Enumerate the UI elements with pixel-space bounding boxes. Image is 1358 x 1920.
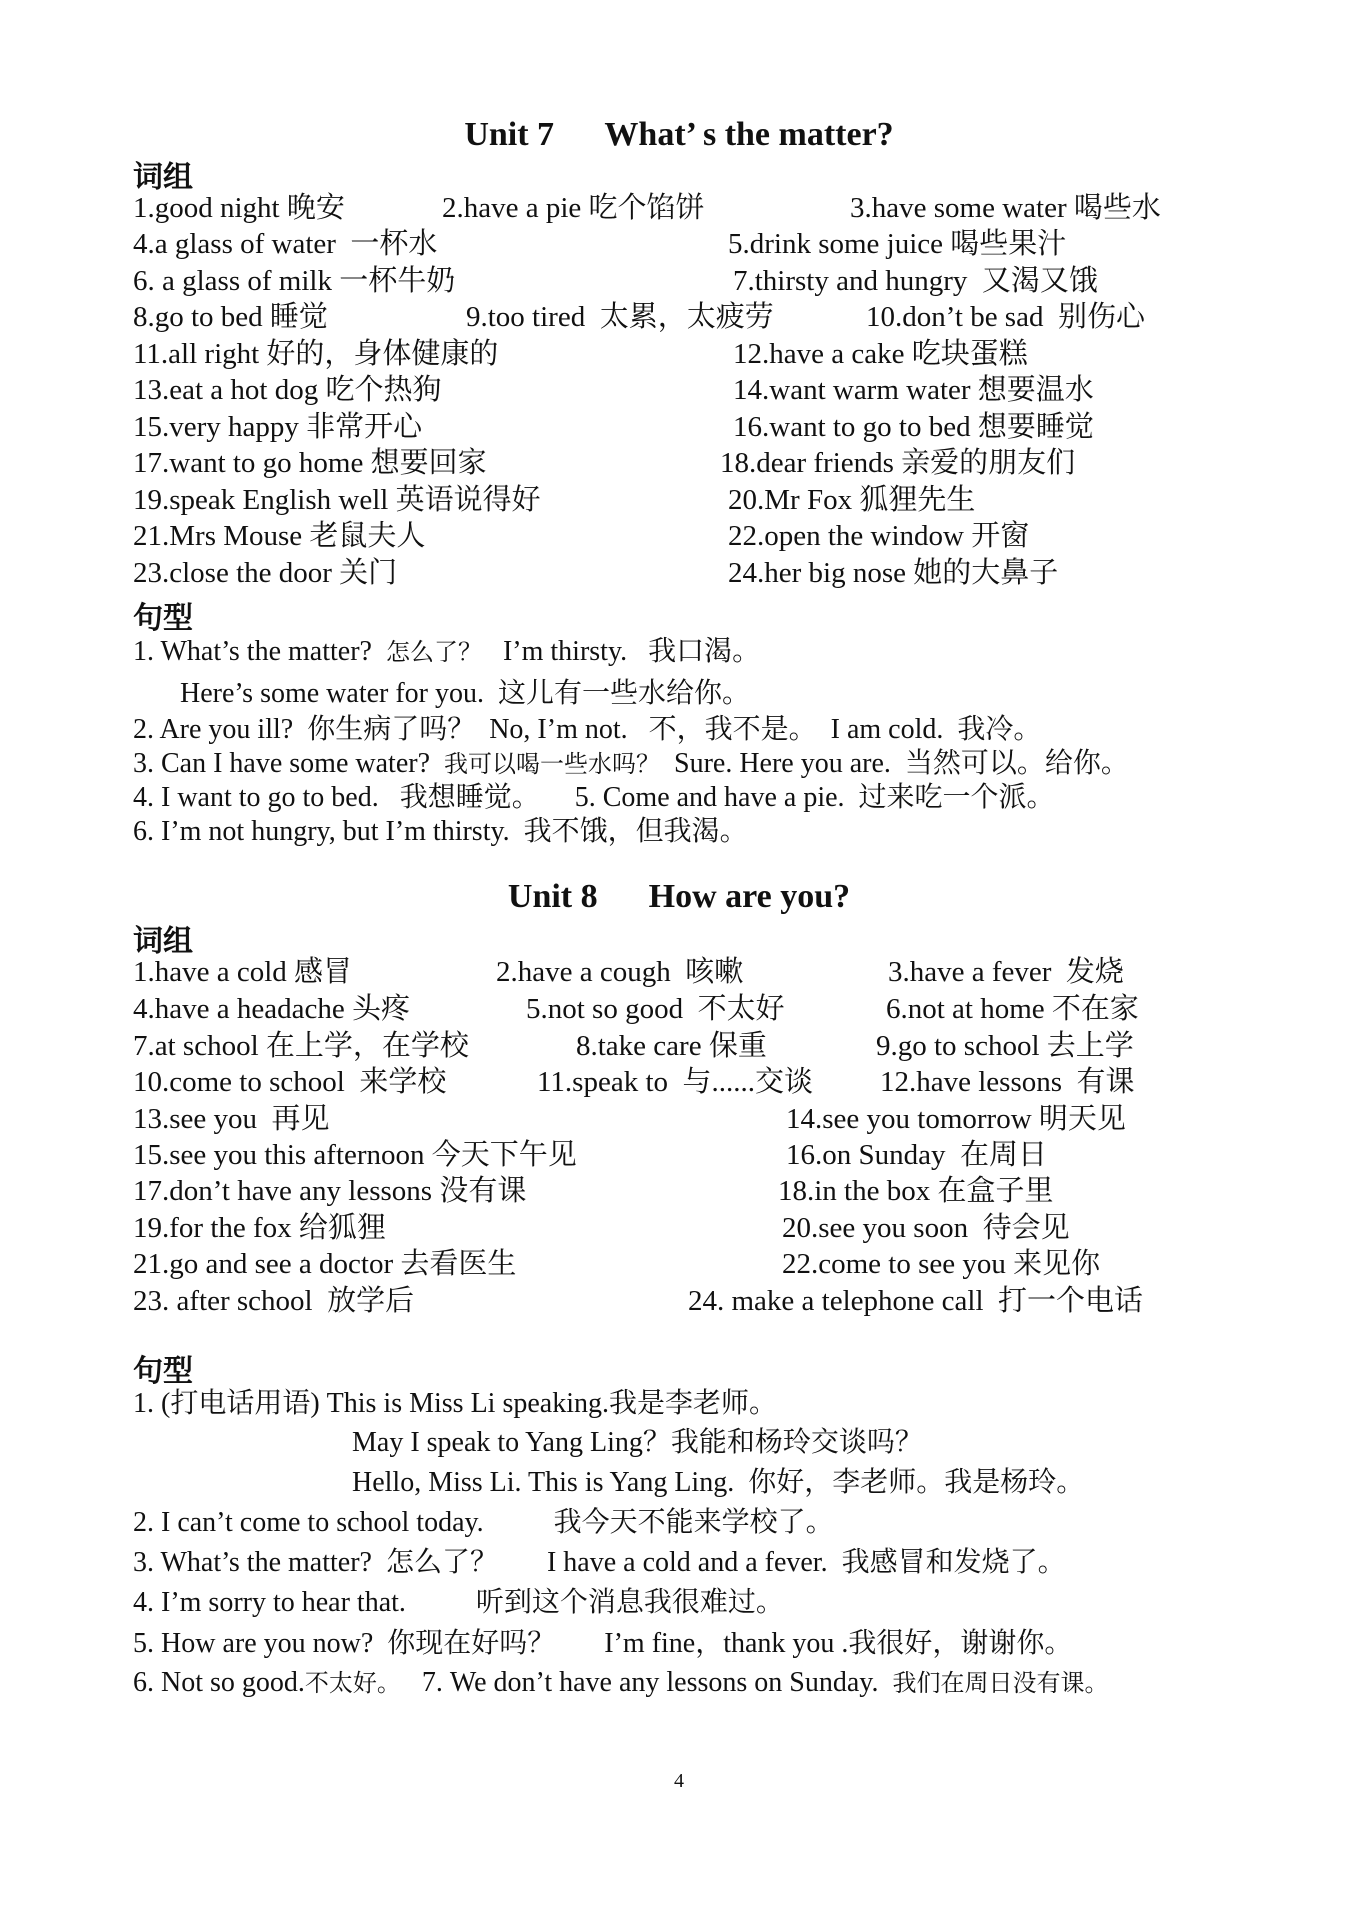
unit7-phrase: 5.drink some juice 喝些果汁: [728, 228, 1067, 260]
unit7-phrase: 7.thirsty and hungry 又渴又饿: [733, 265, 1098, 297]
unit8-sentence-1: 1. (打电话用语) This is Miss Li speaking.我是李老师。: [133, 1388, 777, 1419]
unit7-phrase: 18.dear friends 亲爱的朋友们: [720, 447, 1076, 479]
unit8-phrase: 22.come to see you 来见你: [782, 1248, 1101, 1280]
unit7-phrase: 16.want to go to bed 想要睡觉: [733, 411, 1094, 443]
unit7-phrase: 1.good night 晚安: [133, 192, 345, 224]
unit8-phrase: 15.see you this afternoon 今天下午见: [133, 1139, 577, 1171]
unit8-phrase: 4.have a headache 头疼: [133, 993, 410, 1025]
unit8-phrase: 11.speak to 与......交谈: [537, 1066, 814, 1098]
unit7-phrase: 20.Mr Fox 狐狸先生: [728, 484, 976, 516]
unit7-sentences-heading: 句型: [133, 601, 193, 636]
unit8-phrase: 12.have lessons 有课: [880, 1066, 1135, 1098]
unit8-phrase: 17.don’t have any lessons 没有课: [133, 1175, 527, 1207]
unit7-phrases-heading: 词组: [133, 160, 193, 195]
unit7-phrase: 4.a glass of water 一杯水: [133, 228, 438, 260]
unit7-phrase: 23.close the door 关门: [133, 557, 398, 589]
unit8-sentence-6: 6. Not so good.不太好。 7. We don’t have any lessons on Sunday. 我们在周日没有课。: [133, 1667, 1109, 1698]
unit7-sentence-6: 6. I’m not hungry, but I’m thirsty. 我不饿，但我渴。: [133, 816, 748, 847]
unit7-sentence-1: 1. What’s the matter? 怎么了？ I’m thirsty. 我口渴。: [133, 636, 761, 667]
unit8-phrase: 10.come to school 来学校: [133, 1066, 447, 1098]
unit7-phrase: 17.want to go home 想要回家: [133, 447, 487, 479]
unit8-phrase: 14.see you tomorrow 明天见: [786, 1103, 1126, 1135]
unit8-sentence-1-b: May I speak to Yang Ling？我能和杨玲交谈吗？: [352, 1427, 923, 1458]
unit7-phrase: 14.want warm water 想要温水: [733, 374, 1094, 406]
unit8-phrase: 16.on Sunday 在周日: [786, 1139, 1048, 1171]
unit7-sentence-4: 4. I want to go to bed. 我想睡觉。 5. Come and have a pie. 过来吃一个派。: [133, 782, 1055, 813]
unit8-sentence-1-c: Hello, Miss Li. This is Yang Ling. 你好，李老师。我是杨玲。: [352, 1467, 1085, 1498]
unit7-phrase: 24.her big nose 她的大鼻子: [728, 557, 1059, 589]
unit8-phrase: 18.in the box 在盒子里: [778, 1175, 1054, 1207]
unit8-phrase: 23. after school 放学后: [133, 1285, 415, 1317]
unit7-phrase: 6. a glass of milk 一杯牛奶: [133, 265, 456, 297]
unit8-phrase: 21.go and see a doctor 去看医生: [133, 1248, 517, 1280]
unit7-phrase: 21.Mrs Mouse 老鼠夫人: [133, 520, 426, 552]
unit7-phrase: 19.speak English well 英语说得好: [133, 484, 541, 516]
unit8-sentences-heading: 句型: [133, 1354, 193, 1389]
unit7-phrase: 15.very happy 非常开心: [133, 411, 423, 443]
unit7-phrase: 8.go to bed 睡觉: [133, 301, 328, 333]
unit8-phrase: 2.have a cough 咳嗽: [496, 956, 744, 988]
unit8-phrase: 20.see you soon 待会见: [782, 1212, 1070, 1244]
unit7-phrase: 12.have a cake 吃块蛋糕: [733, 338, 1028, 370]
unit7-sentence-3: 3. Can I have some water? 我可以喝一些水吗？ Sure. Here you are. 当然可以。给你。: [133, 748, 1129, 779]
unit8-title: Unit 8 How are you?: [507, 878, 851, 915]
unit7-sentence-1-reply: Here’s some water for you. 这儿有一些水给你。: [180, 678, 751, 709]
unit7-phrase: 22.open the window 开窗: [728, 520, 1030, 552]
page-number: 4: [674, 1770, 684, 1792]
unit8-sentence-5: 5. How are you now? 你现在好吗？ I’m fine，thank you .我很好，谢谢你。: [133, 1628, 1073, 1659]
unit8-phrase: 5.not so good 不太好: [526, 993, 785, 1025]
unit8-sentence-4: 4. I’m sorry to hear that. 听到这个消息我很难过。: [133, 1587, 784, 1618]
unit8-phrase: 3.have a fever 发烧: [888, 956, 1124, 988]
unit7-phrase: 2.have a pie 吃个馅饼: [442, 192, 705, 224]
unit8-phrase: 24. make a telephone call 打一个电话: [688, 1285, 1144, 1317]
unit8-phrase: 1.have a cold 感冒: [133, 956, 353, 988]
unit8-phrase: 8.take care 保重: [576, 1030, 767, 1062]
unit7-phrase: 3.have some water 喝些水: [850, 192, 1161, 224]
unit8-sentence-3: 3. What’s the matter? 怎么了？ I have a cold and a fever. 我感冒和发烧了。: [133, 1547, 1066, 1578]
unit7-phrase: 9.too tired 太累，太疲劳: [466, 301, 774, 333]
unit8-phrase: 6.not at home 不在家: [886, 993, 1139, 1025]
unit8-phrases-heading: 词组: [133, 924, 193, 959]
unit8-sentence-2: 2. I can’t come to school today. 我今天不能来学校了。: [133, 1507, 834, 1538]
unit8-phrase: 19.for the fox 给狐狸: [133, 1212, 386, 1244]
unit8-phrase: 13.see you 再见: [133, 1103, 330, 1135]
unit7-sentence-2: 2. Are you ill? 你生病了吗？ No, I’m not. 不，我不是。 I am cold. 我冷。: [133, 714, 1042, 745]
unit8-phrase: 7.at school 在上学，在学校: [133, 1030, 469, 1062]
unit7-phrase: 13.eat a hot dog 吃个热狗: [133, 374, 442, 406]
unit7-phrase: 11.all right 好的，身体健康的: [133, 338, 499, 370]
unit8-phrase: 9.go to school 去上学: [876, 1030, 1134, 1062]
unit7-phrase: 10.don’t be sad 别伤心: [866, 301, 1145, 333]
unit7-title: Unit 7 What’ s the matter?: [464, 116, 894, 153]
